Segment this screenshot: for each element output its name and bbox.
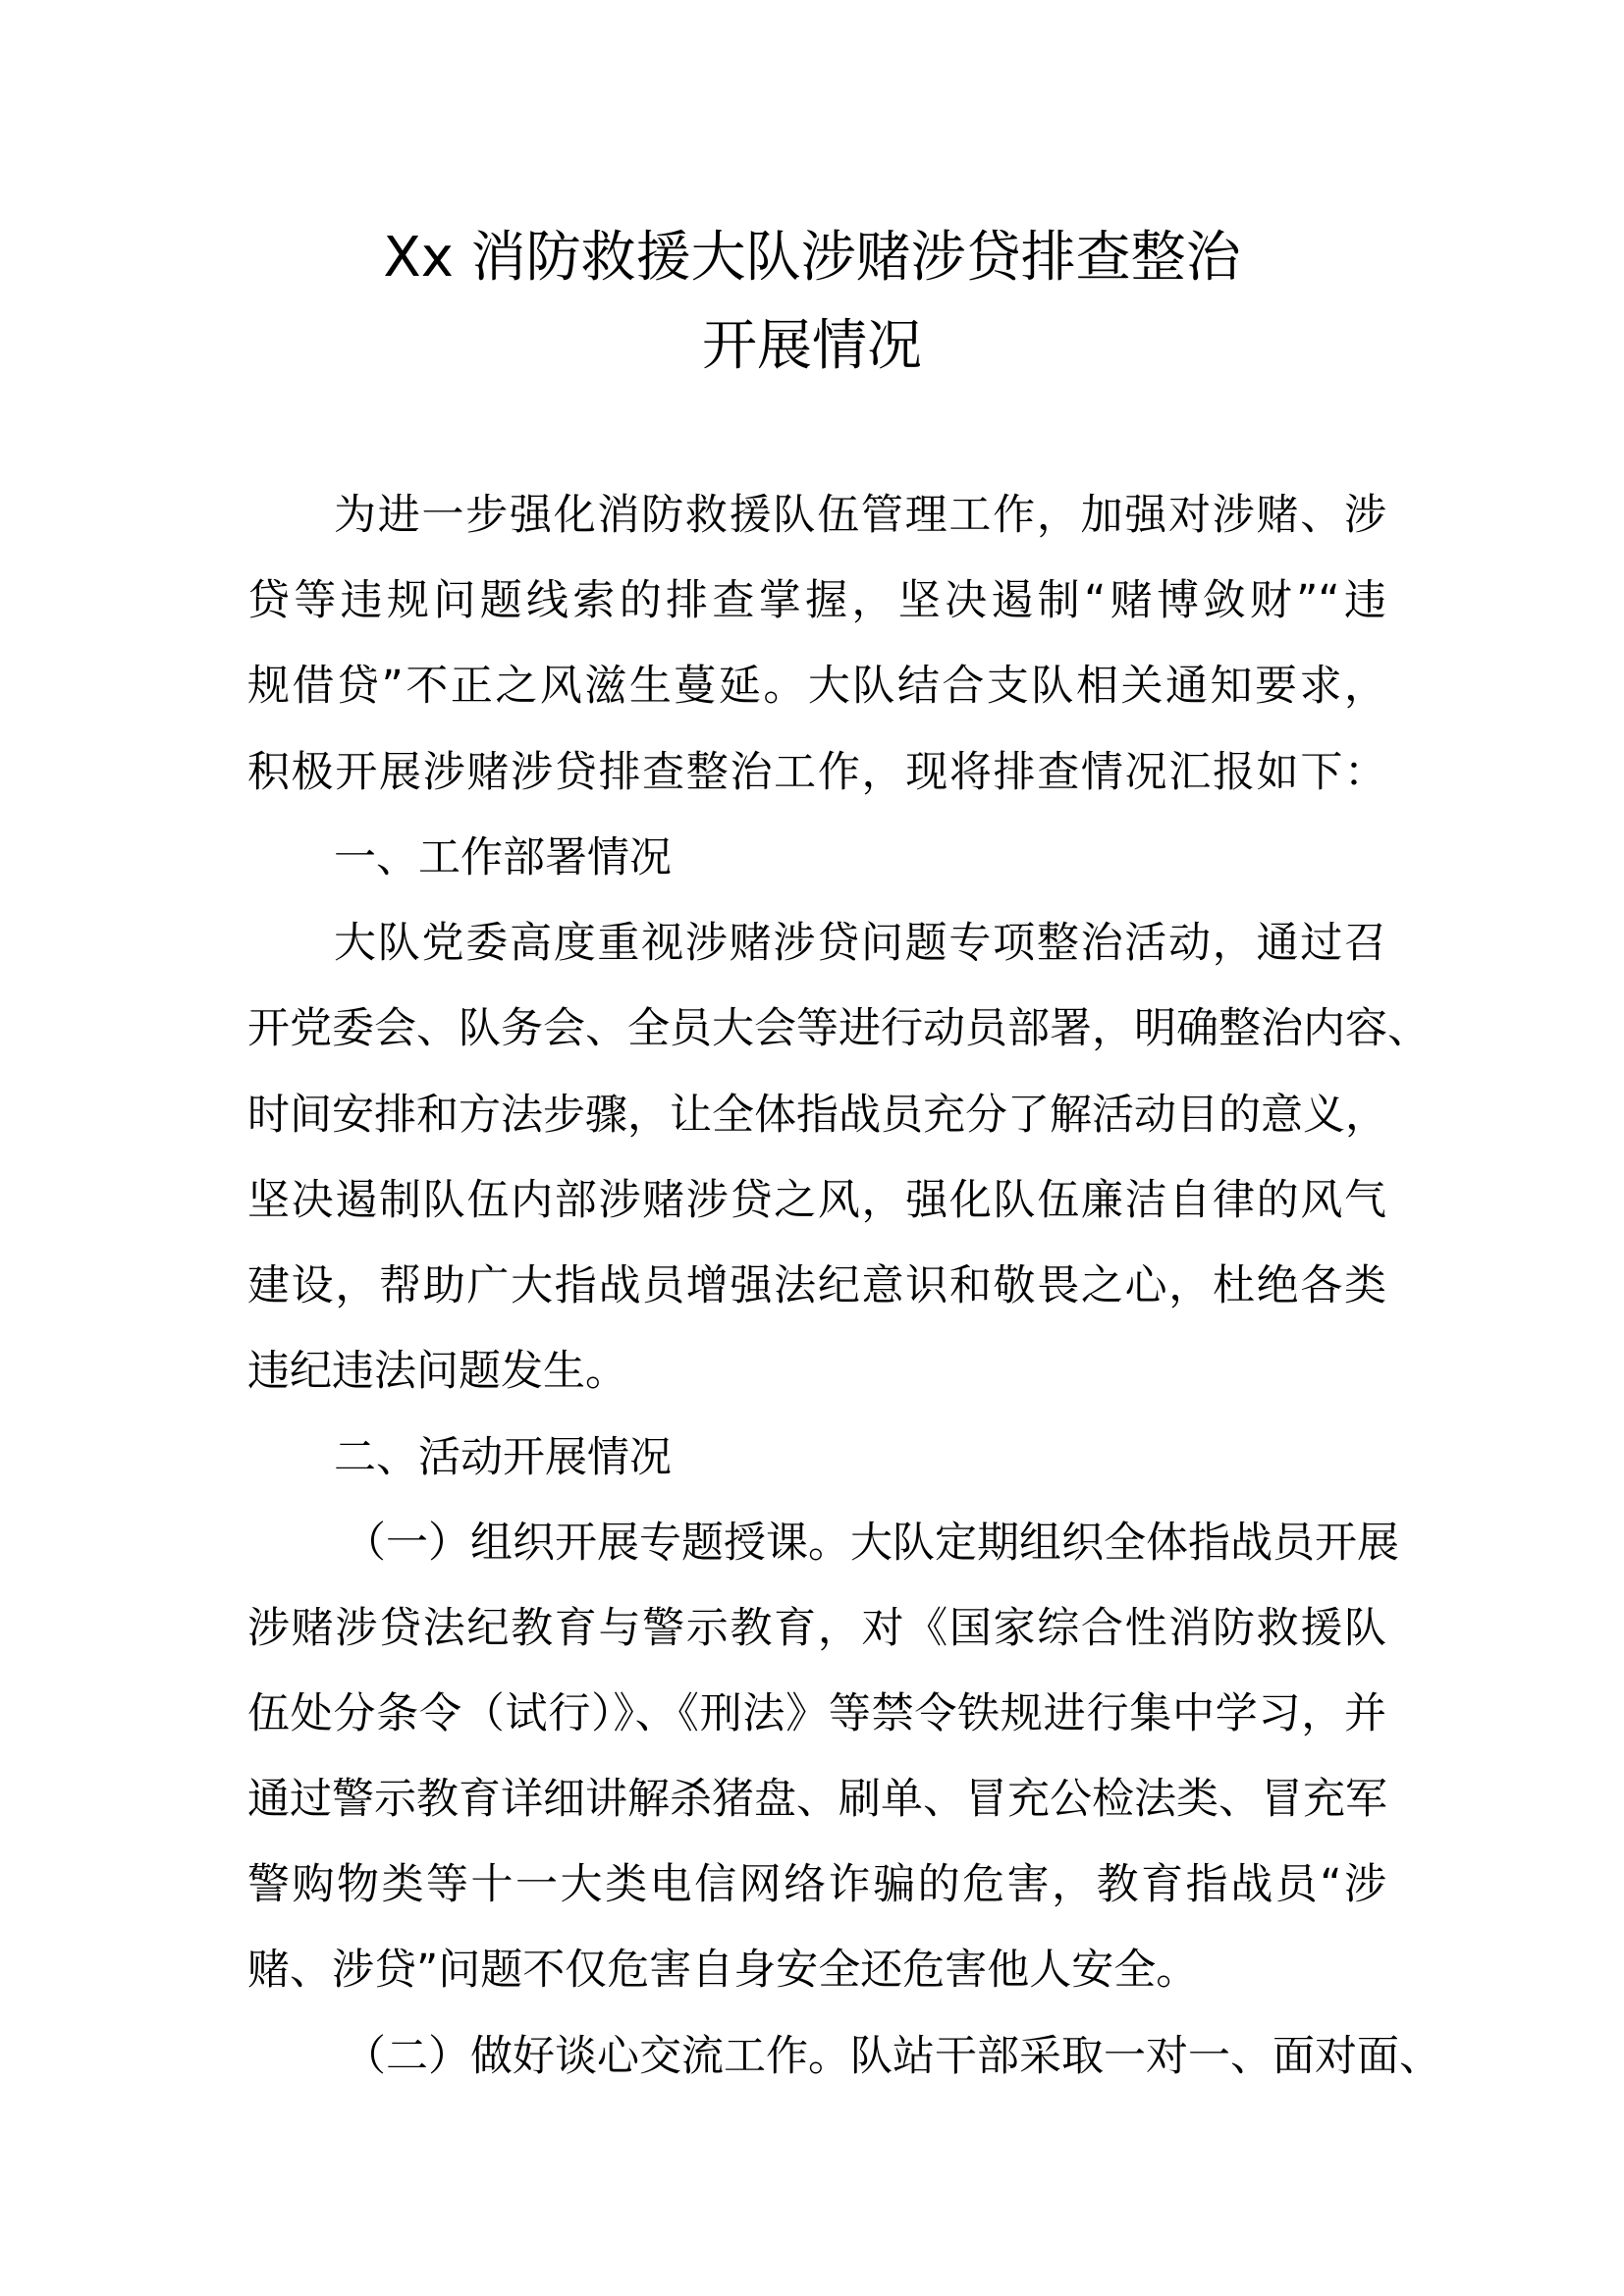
section-heading-1: 一、工作部署情况 [334, 833, 672, 882]
subsection-2-line-1: （二）做好谈心交流工作。队站干部采取一对一、面对面、 [344, 2032, 1441, 2081]
section-heading-2: 二、活动开展情况 [334, 1433, 672, 1482]
paragraph-intro-line-1: 为进一步强化消防救援队伍管理工作，加强对涉赌、涉 [334, 491, 1386, 540]
document-title-line-2: 开展情况 [702, 314, 922, 378]
paragraph-intro-line-2: 贷等违规问题线索的排查掌握，坚决遏制“赌博敛财”“违 [247, 576, 1386, 625]
paragraph-deployment-line-1: 大队党委高度重视涉赌涉贷问题专项整治活动，通过召 [334, 919, 1386, 968]
subsection-1-line-3: 伍处分条令（试行）》、《刑法》等禁令铁规进行集中学习，并 [247, 1689, 1386, 1738]
subsection-1-line-5: 警购物类等十一大类电信网络诈骗的危害，教育指战员“涉 [247, 1860, 1386, 1909]
subsection-1-line-1: （一）组织开展专题授课。大队定期组织全体指战员开展 [344, 1519, 1399, 1568]
paragraph-deployment-line-6: 违纪违法问题发生。 [247, 1347, 627, 1396]
subsection-1-line-4: 通过警示教育详细讲解杀猪盘、刷单、冒充公检法类、冒充军 [247, 1775, 1387, 1824]
paragraph-intro-line-3: 规借贷”不正之风滋生蔓延。大队结合支队相关通知要求， [247, 662, 1386, 711]
paragraph-deployment-line-5: 建设，帮助广大指战员增强法纪意识和敬畏之心，杜绝各类 [247, 1261, 1386, 1310]
paragraph-deployment-line-2: 开党委会、队务会、全员大会等进行动员部署，明确整治内容、 [247, 1004, 1430, 1053]
paragraph-deployment-line-4: 坚决遏制队伍内部涉赌涉贷之风，强化队伍廉洁自律的风气 [247, 1176, 1386, 1225]
paragraph-deployment-line-3: 时间安排和方法步骤，让全体指战员充分了解活动目的意义， [247, 1091, 1387, 1140]
subsection-1-line-6: 赌、涉贷”问题不仅危害自身安全还危害他人安全。 [247, 1946, 1199, 1995]
paragraph-intro-line-4: 积极开展涉赌涉贷排查整治工作，现将排查情况汇报如下： [247, 748, 1386, 797]
subsection-1-line-2: 涉赌涉贷法纪教育与警示教育，对《国家综合性消防救援队 [247, 1604, 1386, 1653]
document-title-line-1: Xx 消防救援大队涉赌涉贷排查整治 [383, 226, 1241, 290]
